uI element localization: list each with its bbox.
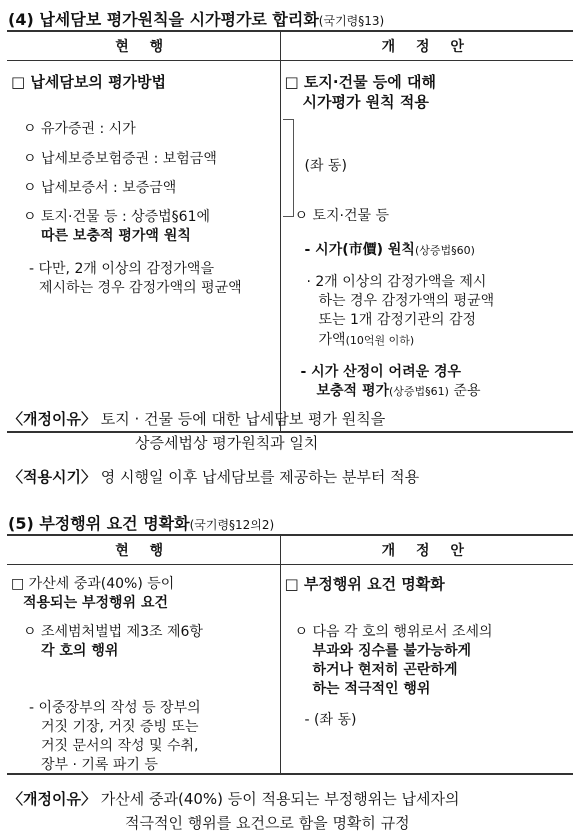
section5-reason-line2: 적극적인 행위를 요건으로 함을 명확히 규정: [125, 814, 410, 832]
s5-revised-item-line1: ㅇ 다음 각 호의 행위로서 조세의: [294, 624, 493, 640]
section4-col-revised: 개 정 안: [280, 31, 573, 61]
current-item-insurance: ㅇ 납세보증보험증권 : 보험금액: [23, 151, 217, 167]
revised-sub-appraisal-line3: 또는 1개 감정기관의 감정: [318, 312, 476, 328]
revised-heading-line2: 시가평가 원칙 적용: [302, 93, 429, 111]
section4-title: (4) 납세담보 평가원칙을 시가평가로 합리화(국기령§13): [8, 10, 385, 29]
s5-current-heading-line1: □ 가산세 중과(40%) 등이: [11, 576, 175, 592]
section4-table: [7, 30, 573, 433]
revised-item-land: ㅇ 토지·건물 등: [294, 208, 389, 224]
section4-reason: 〈개정이유〉 토지 · 건물 등에 대한 납세담보 평가 원칙을: [8, 410, 386, 428]
section4-reason-line2: 상증세법상 평가원칙과 일치: [135, 434, 319, 452]
current-item-securities: ㅇ 유가증권 : 시가: [23, 121, 136, 137]
section5-reason-label: 〈개정이유〉: [8, 790, 96, 808]
current-dash-line2: 제시하는 경우 감정가액의 평균액: [39, 280, 242, 296]
current-dash-line1: - 다만, 2개 이상의 감정가액을: [29, 261, 214, 277]
section4-revised-cell: [280, 61, 573, 433]
s5-revised-item-line3: 하거나 현저히 곤란하게: [312, 662, 458, 678]
s5-revised-item-line2: 부과와 징수를 불가능하게: [312, 643, 472, 659]
section5-current-cell: [7, 565, 280, 775]
s5-revised-heading: □ 부정행위 요건 명확화: [284, 575, 445, 593]
revised-sub-market: - 시가(市價) 원칙(상증법§60): [304, 242, 475, 258]
s5-current-dash-line4: 장부 · 기록 파기 등: [41, 757, 158, 773]
revised-sub-market-ref: (상증법§60): [414, 244, 475, 257]
s5-current-item-line1: ㅇ 조세범처벌법 제3조 제6항: [23, 624, 203, 640]
revised-same: (좌 동): [304, 158, 347, 174]
section5-col-revised: 개 정 안: [280, 535, 573, 565]
revised-sub-appraisal-line4: 가액(10억원 이하): [318, 332, 415, 348]
section5-col-current: 현 행: [7, 535, 280, 565]
s5-revised-same: - (좌 동): [304, 712, 357, 728]
section4-current-cell: [7, 61, 280, 433]
current-item-land-cont: 따른 보충적 평가액 원칙: [41, 228, 191, 244]
bracket: [283, 119, 294, 217]
revised-sub-appraisal-ref: (10억원 이하): [345, 334, 415, 347]
revised-heading-line1: □ 토지·건물 등에 대해: [284, 73, 436, 91]
revised-sub-supplement-ref: (상증법§61): [389, 385, 449, 398]
s5-revised-item-line4: 하는 적극적인 행위: [312, 681, 431, 697]
current-item-land: ㅇ 토지·건물 등 : 상증법§61에: [23, 209, 211, 225]
section5-ref: (국기령§12의2): [189, 518, 275, 532]
revised-sub-appraisal-line1: · 2개 이상의 감정가액을 제시: [306, 274, 487, 290]
section4-reason-label: 〈개정이유〉: [8, 410, 96, 428]
current-heading: □ 납세담보의 평가방법: [11, 73, 167, 91]
current-item-guarantee: ㅇ 납세보증서 : 보증금액: [23, 180, 177, 196]
section5-table: [7, 534, 573, 775]
s5-current-heading-line2: 적용되는 부정행위 요건: [23, 595, 168, 611]
s5-current-dash-line2: 거짓 기장, 거짓 증빙 또는: [41, 719, 199, 735]
revised-sub-supplement-line1: - 시가 산정이 어려운 경우: [300, 364, 462, 380]
s5-current-dash-line1: - 이중장부의 작성 등 장부의: [29, 700, 201, 716]
s5-current-dash-line3: 거짓 문서의 작성 및 수취,: [41, 738, 199, 754]
revised-sub-appraisal-line2: 하는 경우 감정가액의 평균액: [318, 293, 495, 309]
section5-title: (5) 부정행위 요건 명확화(국기령§12의2): [8, 514, 275, 533]
section4-col-current: 현 행: [7, 31, 280, 61]
section5-reason: 〈개정이유〉 가산세 중과(40%) 등이 적용되는 부정행위는 납세자의: [8, 790, 460, 808]
section4-apply: 〈적용시기〉 영 시행일 이후 납세담보를 제공하는 분부터 적용: [8, 468, 420, 486]
section5-revised-cell: [280, 565, 573, 775]
s5-current-item-line2: 각 호의 행위: [41, 643, 119, 659]
revised-sub-supplement-line2: 보충적 평가(상증법§61) 준용: [316, 383, 481, 399]
section4-ref: (국기령§13): [318, 14, 385, 28]
section4-apply-label: 〈적용시기〉: [8, 468, 96, 486]
